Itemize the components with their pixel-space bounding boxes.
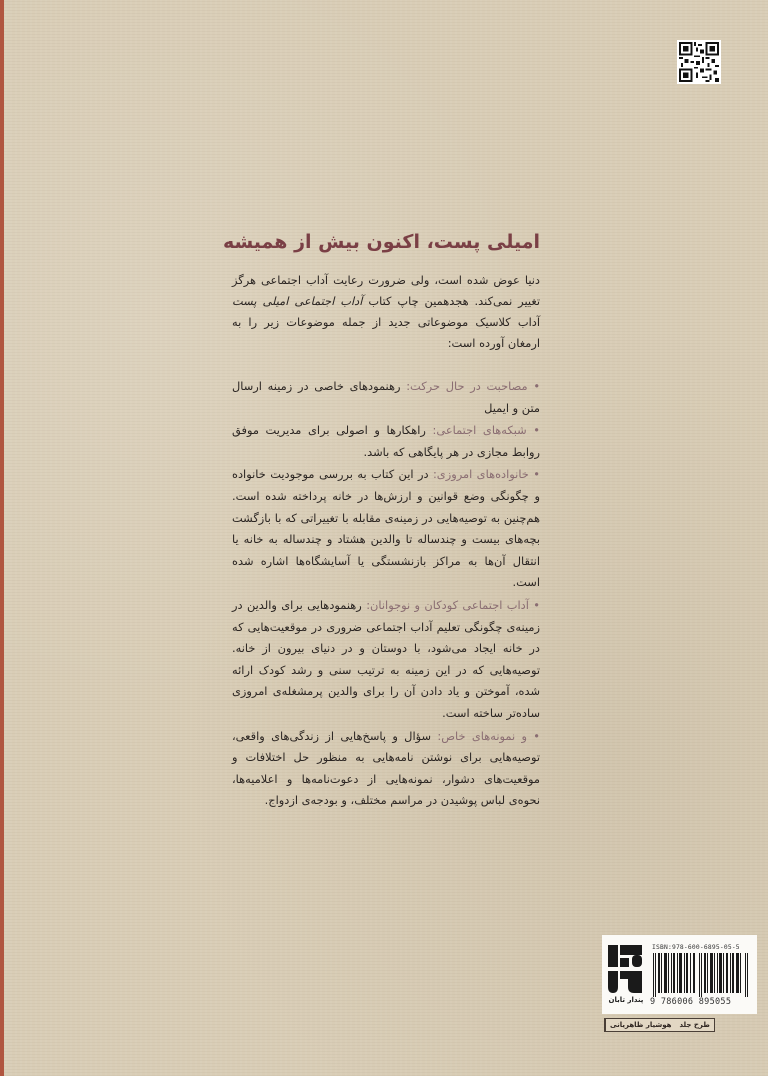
isbn-barcode-panel <box>602 935 757 1014</box>
bullet-icon: • <box>533 379 541 393</box>
topic-item-modern-families <box>232 464 540 594</box>
book-title-italic: آداب اجتماعی امیلی پست <box>232 294 363 308</box>
topic-text: رهنمودهایی برای والدین در زمینه‌ی چگونگی تعلیم آداب اجتماعی ضروری در موقعیت‌هایی که در خانه ایجاد می‌شود، با دوستان و در دنیای بیرون از خانه. توصیه‌هایی که در این زمینه به ترتیب سنی و رشد کودک ارائه شده، آموختن و یاد دادن آن را برای والدین پرمشغله‌ی امروزی ساده‌تر ساخته است. <box>232 597 540 720</box>
topic-text: رهنمودهای خاصی در زمینه ارسال متن و ایمیل <box>232 379 540 415</box>
intro-text-part2: آداب کلاسیک موضوعاتی جدید از جمله موضوعات زیر را به ارمغان آورده است: <box>232 315 540 350</box>
qr-code-icon <box>677 40 721 84</box>
bullet-icon: • <box>533 467 540 482</box>
intro-paragraph <box>232 270 540 354</box>
topic-label: مصاحبت در حال حرکت: <box>406 379 528 393</box>
topic-label: خانواده‌های امروزی: <box>432 467 529 482</box>
topic-text: سؤال و پاسخ‌هایی از زندگی‌های واقعی، توصیه‌هایی برای نوشتن نامه‌هایی به منظور حل اختلافات و موقعیت‌های دشوار، نمونه‌هایی از دعوت‌نامه‌ها و اعلامیه‌ها، نحوه‌ی لباس پوشیدن در مراسم مختلف، و بودجه‌ی ازدواج. <box>232 728 540 808</box>
bullet-icon: • <box>533 728 540 743</box>
isbn-number: ISBN:978-600-6895-05-5 <box>652 944 740 951</box>
topic-label: شبکه‌های اجتماعی: <box>432 423 527 438</box>
publisher-logo-icon <box>608 945 642 995</box>
topic-item-special-examples <box>232 726 540 812</box>
topic-text: در این کتاب به بررسی موجودیت خانواده و چگونگی وضع قوانین و ارزش‌ها در خانه پرداخته شده است. هم‌چنین به توصیه‌هایی در زمینه‌ی مقابله با تغییراتی که با بازگشت بچه‌های بیست و چندساله تا والدین هشتاد و چندساله به خانه یا انتقال آن‌ها به مراکز بازنشستگی یا آسایشگاه‌ها اشاره شده است. <box>232 467 540 590</box>
credit-name: هوشیار ظاهریانی <box>605 1019 675 1031</box>
topic-item-social-networks <box>232 420 540 463</box>
topic-label: آداب اجتماعی کودکان و نوجوانان: <box>366 597 529 612</box>
intro-text-part1: دنیا عوض شده است، ولی ضرورت رعایت آداب اجتماعی هرگز تغییر نمی‌کند. هجدهمین چاپ کتاب <box>232 273 541 308</box>
barcode-digits: 9 786006 895055 <box>650 997 732 1007</box>
topic-text: راهکارها و اصولی برای مدیریت موفق روابط مجازی در هر پایگاهی که باشد. <box>232 423 540 459</box>
back-cover-text <box>222 228 541 813</box>
cover-title: امیلی پست، اکنون بیش از همیشه <box>222 231 540 253</box>
topic-item-children-manners <box>232 595 540 725</box>
cover-edge-strip <box>0 0 4 1076</box>
topic-item-mobile-manners <box>232 376 540 419</box>
barcode-icon <box>652 953 750 997</box>
credit-role: طرح جلد <box>679 1021 710 1029</box>
topic-label: و نمونه‌های خاص: <box>437 728 527 743</box>
bullet-icon: • <box>533 423 540 438</box>
bullet-icon: • <box>533 597 540 612</box>
publisher-name: پندار تابان <box>608 996 644 1004</box>
cover-design-credit <box>604 1018 715 1032</box>
